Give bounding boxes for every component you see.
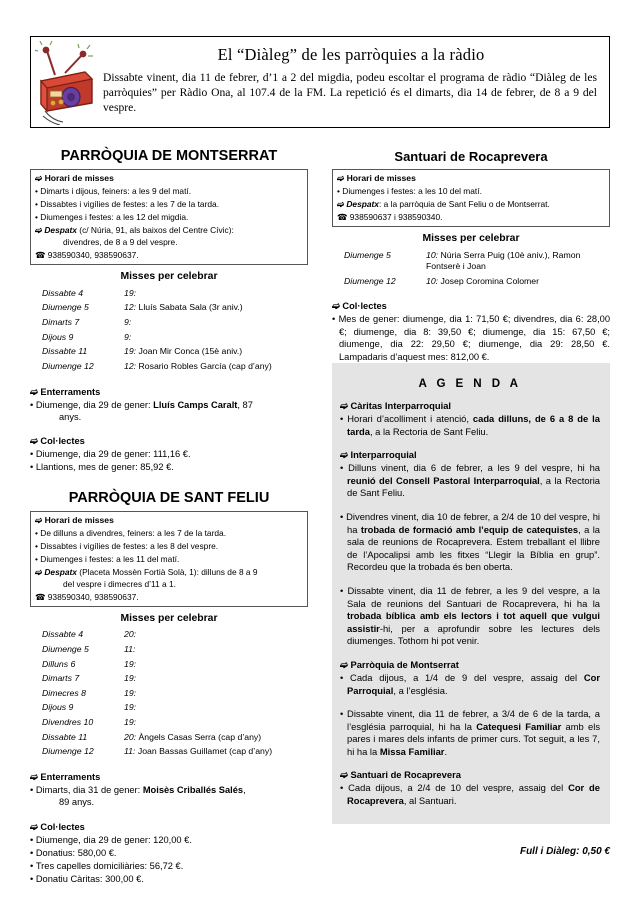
table-row [42,744,320,759]
santfeliu-masses-header: Misses per celebrar [120,612,218,624]
mass-day: Dissabte 11 [42,731,88,742]
montserrat-schedule-item: • Dimarts i dijous, feiners: a les 9 del matí. [35,186,192,196]
dot-bullet-icon: • [332,314,339,325]
mass-detail: 19: [124,658,137,669]
arrow-bullet-icon: ➫ [35,566,45,577]
telephone-icon: ☎ [35,249,46,260]
table-row [42,628,320,643]
montserrat-burial-entry: • Diumenge, dia 29 de gener: Lluís Camps Caralt, 87 anys. [30,399,253,422]
table-row [42,286,320,301]
agenda-group-montserrat [340,659,600,759]
arrow-bullet-icon: ➫ [340,658,351,670]
mass-day: Dissabte 4 [42,629,84,640]
mass-day: Dilluns 6 [42,658,76,669]
santfeliu-burials-section [30,771,308,809]
agenda-entry: • Dilluns vinent, dia 6 de febrer, a les 9 del vespre, hi ha reunió del Consell Pastoral Interparroquial, a la Rectoria de Sant Feliu. [340,462,601,499]
mass-detail: 20: [124,629,137,640]
rocaprevera-phone-numbers: 938590637 i 938590340. [349,212,443,223]
agenda-group-header: ➫ Càritas Interparroquial [340,400,452,411]
dot-bullet-icon: • [30,462,36,473]
dot-bullet-icon: • [30,834,36,845]
arrow-bullet-icon: ➫ [30,821,41,832]
agenda-entry: • Cada dijous, a 1/4 de 9 del vespre, assaig del Cor Parroquial, a l’església. [340,671,601,696]
santfeliu-burials-header: ➫ Enterraments [30,771,101,782]
dot-bullet-icon: • [35,527,41,538]
table-row [42,330,320,345]
santfeliu-collection-entry: • Donatiu Càritas: 300,00 €. [30,873,144,884]
rocaprevera-collections-header: ➫ Col·lectes [332,301,387,312]
telephone-icon: ☎ [35,591,46,602]
dot-bullet-icon: • [30,860,36,871]
santfeliu-schedule-item: • Dissabtes i vigílies de festes: a les 8 del vespre. [35,540,219,551]
santfeliu-schedule-item: • De dilluns a divendres, feiners: a les 7 de la tarda. [35,527,227,538]
banner-title: El “Diàleg” de les parròquies a la ràdio [217,45,485,64]
montserrat-phone-numbers: 938590340, 938590637. [47,249,139,260]
mass-detail: 19: Joan Mir Conca (15è aniv.) [124,346,243,357]
table-row [42,301,320,316]
dot-bullet-icon: • [30,784,36,795]
agenda-group-header: ➫ Santuari de Rocaprevera [340,769,461,781]
arrow-bullet-icon: ➫ [35,173,45,183]
rocaprevera-collection-entry: • Mes de gener: diumenge, dia 1: 71,50 €; divendres, dia 6: 28,00 €; diumenge, dia 8: 39,50 €; diumenge, dia 15: 67,50 €; diumenge, dia 22: 29,50 €; diumenge, dia 29: 28,50 €. Lampadaris d’aquest mes: 812,00 €. [332,314,611,362]
santfeliu-collection-entry: • Donatius: 580,00 €. [30,847,117,858]
mass-detail: 10: Núria Serra Puig (10è aniv.), Ramon Fontserè i Joan [426,249,581,271]
santfeliu-despatx: ➫ Despatx (Placeta Mossèn Fortià Solà, 1): dilluns de 8 a 9 del vespre i dimecres d’11 a 1. [35,566,258,589]
mass-day: Dimarts 7 [42,673,80,684]
santfeliu-collections-header: ➫ Col·lectes [30,821,85,832]
santfeliu-phone-numbers: 938590340, 938590637. [47,591,139,602]
arrow-bullet-icon: ➫ [340,449,351,461]
agenda-group-header: ➫ Parròquia de Montserrat [340,658,459,670]
montserrat-despatx: ➫ Despatx (c/ Núria, 91, als baixos del Centre Cívic): divendres, de 8 a 9 del vespre. [35,225,234,247]
rocaprevera-collections-section [332,300,610,363]
montserrat-collection-entry: • Llantions, mes de gener: 85,92 €. [30,462,174,473]
table-row [42,701,320,716]
dot-bullet-icon: • [30,399,36,410]
rocaprevera-schedule-header: ➫ Horari de misses [337,173,416,183]
rocaprevera-masses-header: Misses per celebrar [422,233,520,245]
montserrat-collections-header: ➫ Col·lectes [30,436,85,447]
santfeliu-schedule-box [30,511,308,607]
sanctuary-rocaprevera-title: Santuari de Rocaprevera [394,149,548,164]
table-row [42,730,320,745]
dot-bullet-icon: • [35,553,41,564]
banner-icon-area [31,37,103,127]
montserrat-masses-table [42,286,320,374]
spacer [340,650,600,659]
left-column [30,148,308,885]
agenda-entry: • Cada dijous, a 2/4 de 10 del vespre, assaig del Cor de Rocaprevera, al Santuari. [340,782,600,807]
agenda-entry: • Dissabte vinent, dia 11 de febrer, a 3/4 de 6 de la tarda, a l’església parroquial, hi ha la Catequesi Familiar amb els pares i mares dels infants de primer curs. Tot seguit, a les 7, hi ha la Missa Familiar. [340,708,601,757]
mass-day: Divendres 10 [42,716,94,727]
arrow-bullet-icon: ➫ [337,173,347,183]
montserrat-masses-header: Misses per celebrar [120,270,218,282]
montserrat-burials-header: ➫ Enterraments [30,386,101,397]
santfeliu-schedule-item: • Diumenges i festes: a les 11 del matí. [35,553,180,564]
mass-detail: 20: Àngels Casas Serra (cap d’any) [124,731,262,742]
santfeliu-collections-section [30,821,308,885]
mass-day: Diumenge 5 [344,249,391,260]
dot-bullet-icon: • [340,510,347,522]
dot-bullet-icon: • [35,199,41,210]
spacer [340,699,600,708]
banner-text-area [103,37,609,127]
santfeliu-schedule-header: ➫ Horari de misses [35,514,114,525]
spacer [340,760,600,769]
agenda-title: A G E N D A [418,377,522,390]
agenda-group-rocaprevera [340,769,600,807]
dot-bullet-icon: • [30,847,36,858]
mass-day: Diumenge 12 [42,746,94,757]
mass-detail: 10: Josep Coromina Colomer [426,275,539,286]
agenda-entry: • Divendres vinent, dia 10 de febrer, a 2/4 de 10 del vespre, hi ha trobada de formació amb l’equip de catequistes, a la sala de reunions de Rocaprevera. Estem treballant el llibre de l’Apocalipsi amb les fitxes “Llegir la Bíblia en grup”. Recordeu que la trobada és ben oberta. [340,510,600,573]
arrow-bullet-icon: ➫ [30,436,41,447]
mass-day: Diumenge 12 [344,275,396,286]
sanctuary-rocaprevera-section [332,148,610,363]
mass-day: Dimecres 8 [42,687,86,698]
dot-bullet-icon: • [30,449,36,460]
agenda-entry: • Dissabte vinent, dia 11 de febrer, a les 9 del vespre, a la Sala de reunions del Santuari de Rocaprevera, hi ha la trobada bíblica amb els lectors i tot aquell que vulgui assistir-hi, per a aprofundir sobre les lectures dels diumenges. Tothom hi pot venir. [340,584,600,647]
santfeliu-collection-entry: • Tres capelles domiciliàries: 56,72 €. [30,860,184,871]
montserrat-schedule-item: • Dissabtes i vigílies de festes: a les 7 de la tarda. [35,199,220,210]
banner-description: Dissabte vinent, dia 11 de febrer, d’1 a 2 del migdia, podeu escoltar el programa de ràdio “Diàleg de les parròquies” per Ràdio Ona, al 107.4 de la FM. La repetició és el dimarts, dia 14 de febrer, de 8 a 9 del vespre. [103,71,597,115]
arrow-bullet-icon: ➫ [35,225,45,236]
dot-bullet-icon: • [340,462,349,474]
santfeliu-collection-entry: • Diumenge, dia 29 de gener: 120,00 €. [30,834,192,845]
mass-day: Dissabte 11 [42,346,88,357]
spacer [340,440,600,449]
mass-detail: 19: [124,716,137,727]
dot-bullet-icon: • [340,671,351,683]
montserrat-schedule-item: • Diumenges i festes: a les 12 del migdia. [35,212,189,223]
agenda-group-interparroquial [340,449,600,648]
arrow-bullet-icon: ➫ [30,771,41,782]
mass-detail: 19: [124,702,137,713]
rocaprevera-schedule-box [332,169,610,227]
santfeliu-masses-table [42,628,320,759]
arrow-bullet-icon: ➫ [340,769,351,781]
rocaprevera-masses-table [344,248,622,288]
mass-day: Diumenge 12 [42,360,94,371]
table-row [42,344,320,359]
table-row [42,315,320,330]
dot-bullet-icon: • [30,873,36,884]
arrow-bullet-icon: ➫ [332,301,343,312]
table-row [344,274,622,289]
radio-program-banner [30,36,610,128]
santfeliu-phone-line [35,592,302,603]
montserrat-collections-section [30,435,308,473]
telephone-icon: ☎ [337,212,348,223]
mass-detail: 19: [124,673,137,684]
dot-bullet-icon: • [340,782,349,794]
table-row [344,248,622,274]
mass-detail: 12: Lluís Sabata Sala (3r aniv.) [124,302,243,313]
spacer [340,576,600,585]
rocaprevera-schedule-item: • Diumenges i festes: a les 10 del matí. [337,186,482,196]
dot-bullet-icon: • [337,186,343,196]
parish-santfeliu-section [30,490,308,885]
arrow-bullet-icon: ➫ [337,199,347,210]
agenda-panel [332,363,610,824]
mass-detail: 19: [124,287,137,298]
parish-montserrat-title: PARRÒQUIA DE MONTSERRAT [60,148,278,164]
mass-detail: 19: [124,687,137,698]
dot-bullet-icon: • [35,212,41,223]
arrow-bullet-icon: ➫ [340,400,351,411]
dot-bullet-icon: • [340,708,348,720]
mass-detail: 12: Rosario Robles García (cap d’any) [124,360,272,371]
spacer [340,502,600,511]
mass-day: Dijous 9 [42,702,74,713]
table-row [42,657,320,672]
agenda-group-header: ➫ Interparroquial [340,449,417,461]
table-row [42,359,320,374]
mass-day: Dissabte 4 [42,287,84,298]
dot-bullet-icon: • [340,413,348,424]
montserrat-phone-line [35,250,302,261]
montserrat-schedule-box [30,169,308,265]
parish-santfeliu-title: PARRÒQUIA DE SANT FELIU [68,489,270,506]
agenda-entry: • Horari d’acolliment i atenció, cada dilluns, de 6 a 8 de la tarda, a la Rectoria de Sant Feliu. [340,413,600,437]
mass-detail: 11: [124,644,136,655]
santfeliu-burial-entry: • Dimarts, dia 31 de gener: Moisès Criballés Salés, 89 anys. [30,784,246,808]
dot-bullet-icon: • [35,540,41,551]
rocaprevera-despatx: ➫ Despatx: a la parròquia de Sant Feliu o de Montserrat. [337,199,550,210]
arrow-bullet-icon: ➫ [30,386,41,397]
montserrat-collection-entry: • Diumenge, dia 29 de gener: 111,16 €. [30,449,191,460]
rocaprevera-phone-line [337,212,604,223]
table-row [42,686,320,701]
mass-detail: 9: [124,316,132,327]
mass-day: Dimarts 7 [42,316,80,327]
right-column [332,148,610,364]
parish-montserrat-section [30,148,308,474]
dot-bullet-icon: • [340,584,348,596]
table-row [42,671,320,686]
mass-day: Diumenge 5 [42,644,89,655]
montserrat-burials-section [30,386,308,424]
table-row [42,715,320,730]
montserrat-schedule-header: ➫ Horari de misses [35,173,114,183]
mass-day: Dijous 9 [42,331,74,342]
mass-detail: 11: Joan Bassas Guillamet (cap d’any) [124,746,273,757]
table-row [42,642,320,657]
radio-icon [35,41,99,125]
agenda-group-caritas [340,400,600,438]
mass-detail: 9: [124,331,132,342]
mass-day: Diumenge 5 [42,302,89,313]
footer-price: Full i Diàleg: 0,50 € [519,846,610,857]
arrow-bullet-icon: ➫ [35,514,45,525]
dot-bullet-icon: • [35,186,41,196]
